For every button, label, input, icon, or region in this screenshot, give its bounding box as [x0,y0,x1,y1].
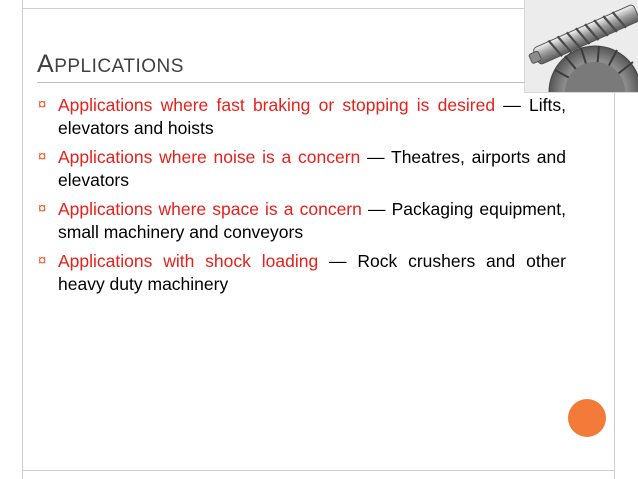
worm-gear-image [524,0,638,93]
bullet-item [40,94,566,139]
bullet-highlight-text: Applications where space is a concern [58,199,362,219]
bullet-highlight-text: Applications where noise is a concern [58,147,361,167]
slide-title-first-letter: A [37,50,55,78]
title-divider [37,82,525,83]
slide-title-rest: PPLICATIONS [54,56,184,77]
bullet-marker-icon: ¤ [38,148,47,165]
bullet-list [40,94,566,302]
bullet-detail-text: — Lifts, elevators and hoists [58,95,566,138]
bullet-marker-icon: ¤ [38,252,47,269]
bullet-detail-text: — Rock crushers and other heavy duty machinery [58,251,566,294]
bullet-item [40,146,566,191]
bullet-detail-text: — Theatres, airports and elevators [58,147,566,190]
bullet-marker-icon: ¤ [38,200,47,217]
worm-gear-illustration [525,0,638,92]
bullet-item [40,250,566,295]
frame-line-bottom [22,470,615,471]
bullet-marker-icon: ¤ [38,96,47,113]
decorative-orange-circle [568,399,606,437]
slide-title [37,50,184,79]
frame-line-left [22,0,23,479]
bullet-item [40,198,566,243]
bullet-highlight-text: Applications with shock loading [58,251,319,271]
bullet-detail-text: — Packaging equipment, small machinery and conveyors [58,199,566,242]
bullet-highlight-text: Applications where fast braking or stopping is desired [58,95,496,115]
